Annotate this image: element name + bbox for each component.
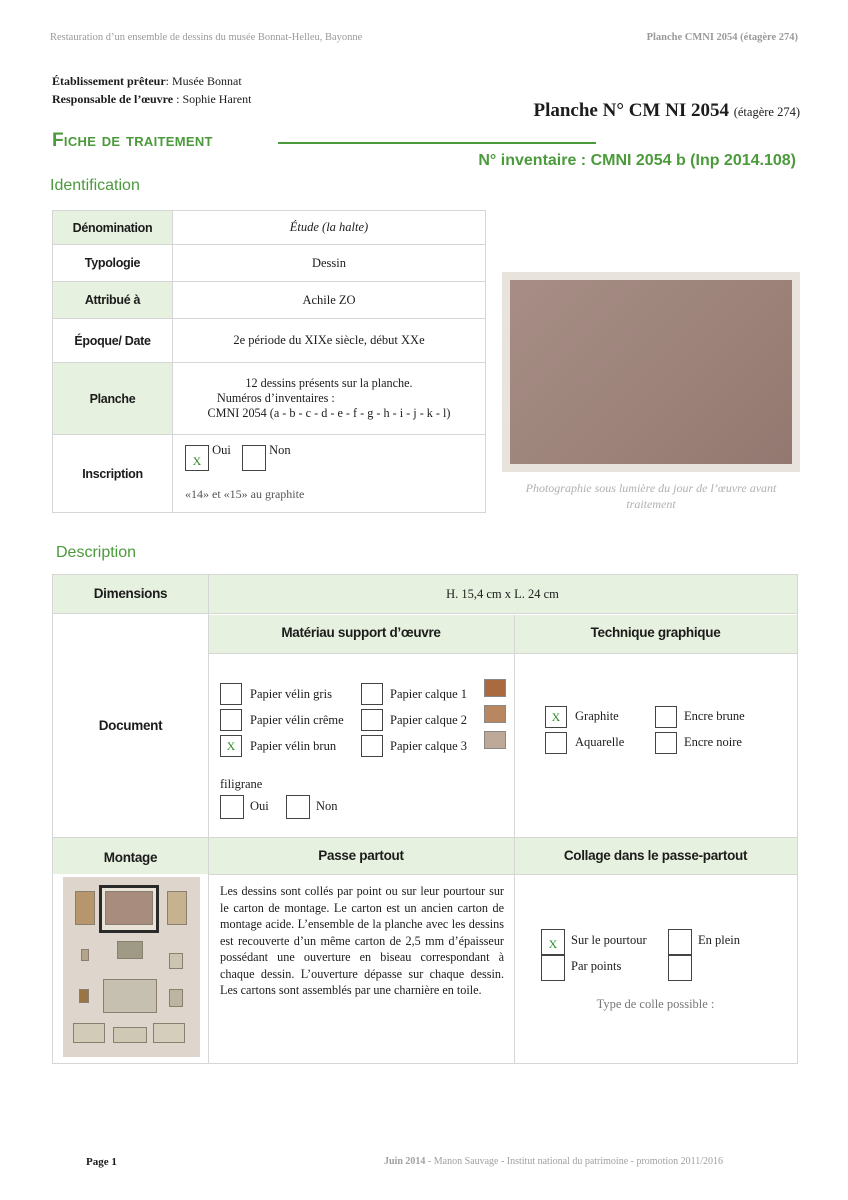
- inventory-number: N° inventaire : CMNI 2054 b (Inp 2014.108): [478, 152, 796, 169]
- description-heading: Description: [56, 544, 137, 561]
- encre-brune-checkbox[interactable]: [655, 706, 677, 728]
- row-value: Dessin: [173, 245, 486, 282]
- collage-options: [541, 929, 781, 983]
- table-row: [53, 435, 486, 513]
- row-value: Étude (la halte): [173, 211, 486, 245]
- papier-velin-brun-checkbox[interactable]: X: [220, 735, 242, 757]
- photo-caption: Photographie sous lumière du jour de l’œuvre avant traitement: [525, 481, 777, 511]
- table-row: [53, 282, 486, 319]
- papier-calque-1-label: Papier calque 1: [390, 687, 468, 701]
- inscription-note: «14» et «15» au graphite: [185, 487, 305, 501]
- filigrane-label: filigrane: [220, 777, 263, 791]
- inscription-non-label: Non: [269, 442, 291, 457]
- papier-calque-2-checkbox[interactable]: [361, 709, 383, 731]
- encre-noire-checkbox[interactable]: [655, 732, 677, 754]
- collage-header: Collage dans le passe-partout: [563, 848, 748, 863]
- par-points-label: Par points: [571, 959, 622, 973]
- table-row: [53, 245, 486, 282]
- planche-number: Planche N° CM NI 2054: [533, 100, 729, 121]
- document-label: Document: [98, 718, 163, 733]
- planche-shelf: (étagère 274): [733, 105, 800, 119]
- inscription-non-checkbox[interactable]: [242, 445, 266, 471]
- planche-line: CMNI 2054 (a - b - c - d - e - f - g - h - i - j - k - l): [207, 406, 451, 420]
- graphite-label: Graphite: [575, 709, 619, 723]
- running-header-right: Planche CMNI 2054 (étagère 274): [646, 32, 798, 43]
- graphite-checkbox[interactable]: X: [545, 706, 567, 728]
- responsible-value: : Sophie Harent: [173, 92, 252, 106]
- calque-3-swatch: [484, 731, 506, 749]
- running-header-left: Restauration d’un ensemble de dessins du musée Bonnat-Helleu, Bayonne: [50, 32, 363, 43]
- fiche-title: Fiche de traitement: [52, 130, 213, 151]
- technique-options: [545, 706, 785, 758]
- responsible-label: Responsable de l’œuvre: [52, 92, 174, 106]
- artwork-photo: [502, 272, 800, 472]
- papier-calque-2-label: Papier calque 2: [390, 713, 468, 727]
- calque-option: [361, 735, 511, 761]
- filigrane-options: [220, 795, 420, 821]
- encre-noire-label: Encre noire: [684, 735, 742, 749]
- lender-label: Établissement prêteur: [52, 74, 166, 88]
- row-label: Planche: [53, 363, 173, 435]
- planche-line: 12 dessins présents sur la planche.: [245, 376, 413, 390]
- identification-heading: Identification: [50, 177, 140, 194]
- footer-credit-text: - Manon Sauvage - Institut national du patrimoine - promotion 2011/2016: [425, 1156, 724, 1167]
- papier-velin-gris-checkbox[interactable]: [220, 683, 242, 705]
- en-plein-label: En plein: [698, 933, 741, 947]
- collage-blank-checkbox[interactable]: [668, 955, 692, 981]
- fiche-title-rule: [278, 142, 596, 144]
- papier-velin-creme-checkbox[interactable]: [220, 709, 242, 731]
- footer-date: Juin 2014: [384, 1156, 426, 1167]
- row-label: Inscription: [53, 435, 173, 513]
- papier-velin-creme-label: Papier vélin crême: [250, 713, 344, 727]
- papier-calque-list: [361, 683, 511, 761]
- inscription-oui-checkbox[interactable]: X: [185, 445, 209, 471]
- lender-value: : Musée Bonnat: [165, 74, 242, 88]
- dimensions-value: H. 15,4 cm x L. 24 cm: [446, 587, 559, 601]
- row-value: Achile ZO: [173, 282, 486, 319]
- table-row: [53, 363, 486, 435]
- row-label: Époque/ Date: [53, 319, 173, 363]
- calque-2-swatch: [484, 705, 506, 723]
- artwork-photo-image: [510, 280, 792, 464]
- montage-label: Montage: [103, 850, 158, 865]
- filigrane-oui-label: Oui: [250, 799, 269, 813]
- papier-velin-brun-label: Papier vélin brun: [250, 739, 337, 753]
- par-points-checkbox[interactable]: [541, 955, 565, 981]
- materiau-header: Matériau support d’œuvre: [281, 625, 441, 640]
- table-row: [53, 211, 486, 245]
- aquarelle-label: Aquarelle: [575, 735, 625, 749]
- row-label: Attribué à: [53, 282, 173, 319]
- papier-calque-1-checkbox[interactable]: [361, 683, 383, 705]
- filigrane-non-label: Non: [316, 799, 338, 813]
- inscription-oui-label: Oui: [212, 442, 231, 457]
- encre-brune-label: Encre brune: [684, 709, 745, 723]
- lender-info: [52, 72, 251, 108]
- aquarelle-checkbox[interactable]: [545, 732, 567, 754]
- papier-calque-3-checkbox[interactable]: [361, 735, 383, 757]
- row-label: Typologie: [53, 245, 173, 282]
- colle-type-label: Type de colle possible :: [596, 997, 715, 1011]
- calque-1-swatch: [484, 679, 506, 697]
- papier-velin-gris-label: Papier vélin gris: [250, 687, 332, 701]
- technique-header: Technique graphique: [590, 625, 721, 640]
- sur-le-pourtour-label: Sur le pourtour: [571, 933, 647, 947]
- page-number: Page 1: [86, 1156, 117, 1168]
- filigrane-non-checkbox[interactable]: [286, 795, 310, 819]
- planche-title: [533, 100, 800, 122]
- inscription-value: [173, 435, 486, 513]
- row-label: Dénomination: [53, 211, 173, 245]
- planche-value: [173, 363, 486, 435]
- table-row: [53, 319, 486, 363]
- montage-photo: [63, 877, 200, 1057]
- filigrane-oui-checkbox[interactable]: [220, 795, 244, 819]
- dimensions-label: Dimensions: [93, 586, 168, 601]
- footer-credit: [384, 1156, 723, 1167]
- passe-partout-text: Les dessins sont collés par point ou sur leur pourtour sur le carton de montage. Le carton est un ancien carton de montage acide. L’ensemble de la planche avec les dessins est recouverte d’un même carton de 2,5 mm d’épaisseur possédant une ouverture en biseau correspondant à chaque dessin. L’ouverture dépasse sur chaque dessin. Les cartons sont assemblés par une charnière en toile.: [220, 884, 504, 997]
- en-plein-checkbox[interactable]: [668, 929, 692, 955]
- passe-partout-header: Passe partout: [318, 848, 404, 863]
- papier-calque-3-label: Papier calque 3: [390, 739, 468, 753]
- row-value: 2e période du XIXe siècle, début XXe: [173, 319, 486, 363]
- sur-le-pourtour-checkbox[interactable]: X: [541, 929, 565, 955]
- planche-line: Numéros d’inventaires :: [217, 391, 335, 405]
- identification-table: [52, 210, 486, 513]
